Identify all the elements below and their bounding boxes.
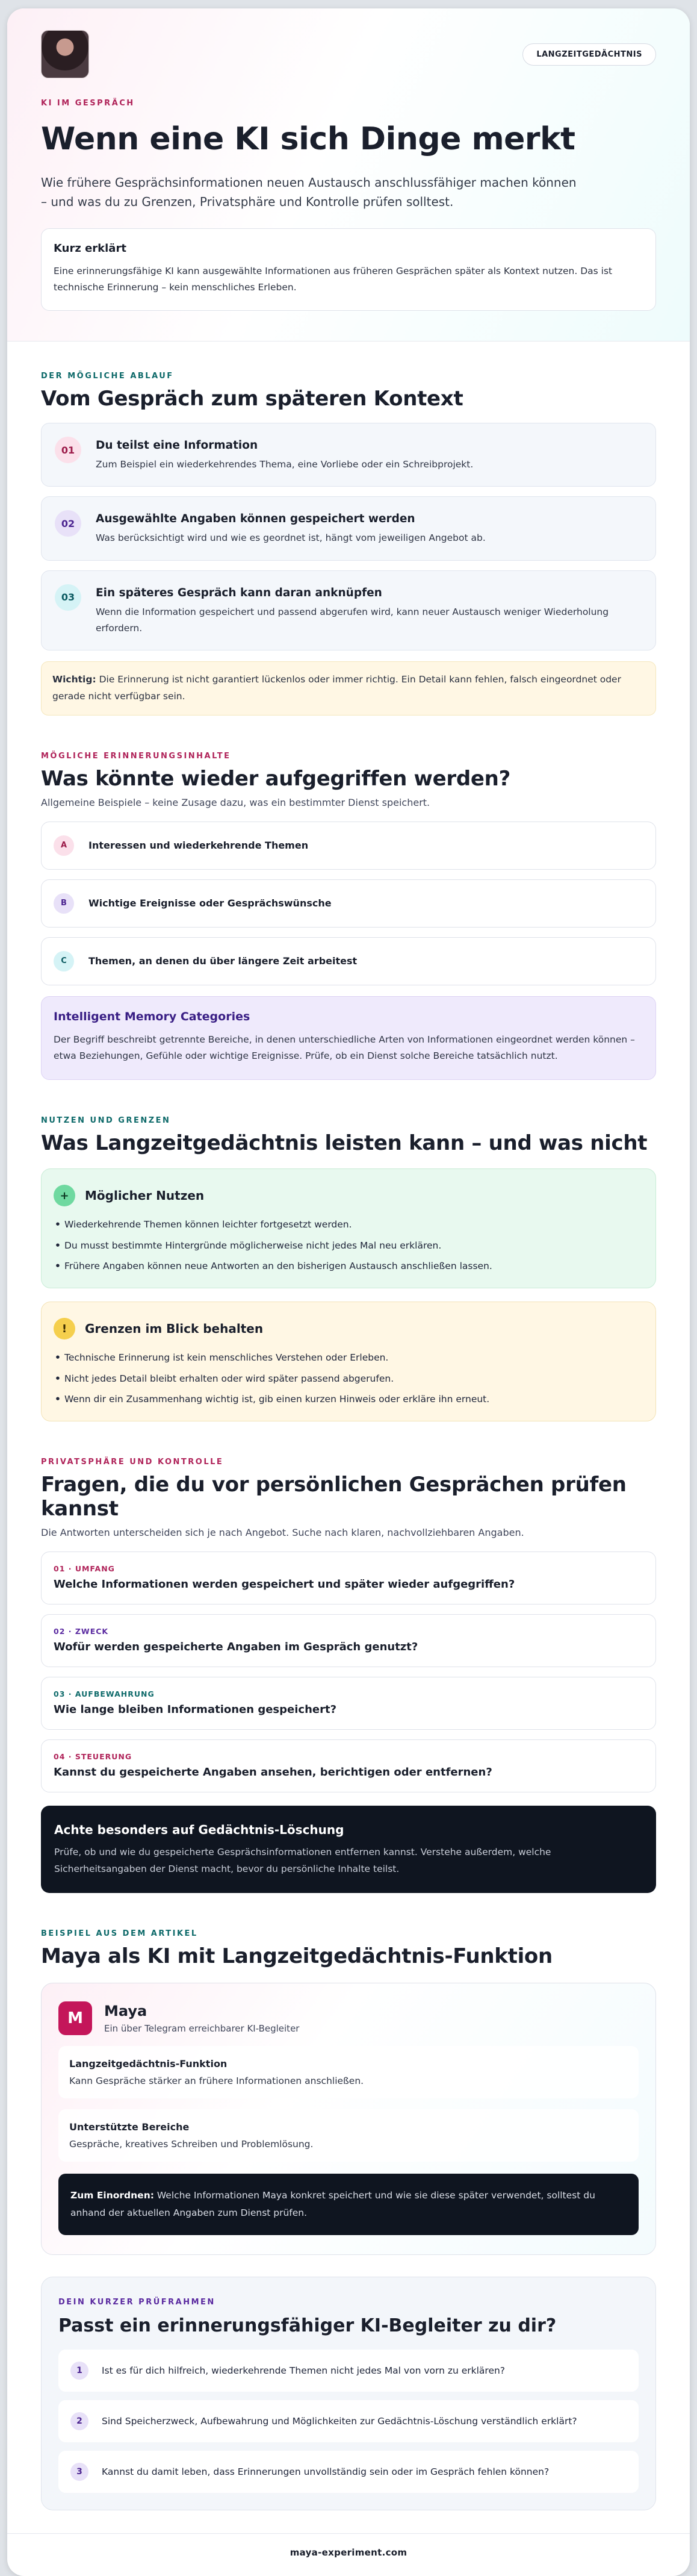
benefits-title: Möglicher Nutzen [85, 1188, 205, 1203]
hero-lead: Wie frühere Gesprächsinformationen neuen Austausch anschlussfähiger machen können – und was du zu Grenzen, Privatsphäre und Kontrolle prüfen solltest. [41, 175, 577, 209]
memory-categories-box [41, 996, 656, 1081]
check-title: Passt ein erinnerungsfähiger KI-Begleiter zu dir? [58, 2315, 557, 2336]
feature-item [58, 2046, 639, 2098]
list-item: • Du musst bestimmte Hintergründe möglicherweise nicht jedes Mal neu erklären. [54, 1238, 643, 1254]
checklist-section [41, 2277, 656, 2510]
list-item: • Wiederkehrende Themen können leichter fortgesetzt werden. [54, 1217, 643, 1233]
article-page [7, 8, 690, 2576]
maya-note-text: Welche Informationen Maya konkret speichert und wie sie diese später verwendet, solltest du anhand der aktuellen Angaben zum Dienst prüfen. [70, 2190, 595, 2219]
footer [7, 2533, 690, 2576]
deletion-title: Achte besonders auf Gedächtnis-Löschung [54, 1822, 344, 1837]
check-text: Ist es für dich hilfreich, wiederkehrende Themen nicht jedes Mal von vorn zu erklären? [102, 2365, 506, 2376]
maya-name: Maya [104, 2003, 147, 2020]
question-text: Kannst du gespeicherte Angaben ansehen, berichtigen oder entfernen? [54, 1765, 492, 1779]
list-item: • Wenn dir ein Zusammenhang wichtig ist, gib einen kurzen Hinweis oder erkläre ihn erneut. [54, 1392, 643, 1408]
question-card [41, 1614, 656, 1667]
memory-subtitle: Allgemeine Beispiele – keine Zusage dazu, was ein bestimmter Dienst speichert. [41, 796, 430, 808]
limits-eyebrow: NUTZEN UND GRENZEN [41, 1116, 171, 1126]
maya-note-label: Zum Einordnen: [70, 2190, 154, 2201]
memory-list [41, 822, 656, 985]
flow-step [41, 423, 656, 487]
privacy-title: Fragen, die du vor persönlichen Gesprächen prüfen kannst [41, 1472, 627, 1521]
memory-box-title: Intelligent Memory Categories [54, 1009, 250, 1023]
question-label: 03 · AUFBEWAHRUNG [54, 1689, 155, 1698]
benefits-panel [41, 1168, 656, 1288]
deletion-text: Prüfe, ob und wie du gespeicherte Gesprächsinformationen entfernen kannst. Verstehe außerdem, welche Sicherheitsangaben der Dienst macht, bevor du persönliche Inhalte teilst. [54, 1846, 551, 1874]
question-card [41, 1552, 656, 1605]
step-title: Ausgewählte Angaben können gespeichert werden [96, 513, 415, 526]
step-title: Ein späteres Gespräch kann daran anknüpfen [96, 586, 382, 599]
limits-panel-title: Grenzen im Blick behalten [85, 1321, 264, 1336]
maya-logo: M [58, 2001, 92, 2035]
hero-section [7, 8, 690, 341]
check-eyebrow: DEIN KURZER PRÜFRAHMEN [58, 2297, 215, 2307]
feature-text: Gespräche, kreatives Schreiben und Problemlösung. [69, 2139, 314, 2150]
summary-box [41, 228, 656, 311]
feature-item [58, 2109, 639, 2162]
limits-section [41, 1116, 656, 1421]
step-text: Wenn die Information gespeichert und passend abgerufen wird, kann neuer Austausch weniger Wiederholung erfordern. [96, 606, 609, 634]
check-item [58, 2400, 639, 2442]
avatar [41, 30, 89, 78]
check-item [58, 2350, 639, 2392]
example-title: Maya als KI mit Langzeitgedächtnis-Funktion [41, 1944, 553, 1969]
flow-title: Vom Gespräch zum späteren Kontext [41, 387, 463, 411]
step-text: Zum Beispiel ein wiederkehrendes Thema, eine Vorliebe oder ein Schreibprojekt. [96, 459, 474, 470]
question-card [41, 1677, 656, 1730]
example-eyebrow: BEISPIEL AUS DEM ARTIKEL [41, 1929, 198, 1939]
check-text: Kannst du damit leben, dass Erinnerungen unvollständig sein oder im Gespräch fehlen können? [102, 2466, 550, 2477]
list-item: • Frühere Angaben können neue Antworten an den bisherigen Austausch anschließen lassen. [54, 1259, 643, 1274]
summary-title: Kurz erklärt [54, 242, 126, 255]
question-list [41, 1552, 656, 1792]
limits-title: Was Langzeitgedächtnis leisten kann – und was nicht [41, 1131, 648, 1156]
feature-title: Langzeitgedächtnis-Funktion [69, 2058, 228, 2070]
memory-box-text: Der Begriff beschreibt getrennte Bereiche, in denen unterschiedliche Arten von Informationen eingeordnet werden können – etwa Beziehungen, Gefühle oder wichtige Ereignisse. Prüfe, ob ein Dienst solche Bereiche tatsächlich nutzt. [54, 1034, 635, 1062]
item-letter: C [54, 951, 74, 971]
item-text: Wichtige Ereignisse oder Gesprächswünsche [88, 897, 332, 909]
item-text: Themen, an denen du über längere Zeit arbeitest [88, 955, 358, 967]
privacy-section [41, 1458, 656, 1894]
question-text: Wie lange bleiben Informationen gespeichert? [54, 1703, 337, 1716]
warning-icon: ! [54, 1318, 75, 1339]
privacy-subtitle: Die Antworten unterscheiden sich je nach Angebot. Suche nach klaren, nachvollziehbaren Angaben. [41, 1526, 524, 1538]
flow-step [41, 496, 656, 560]
item-letter: A [54, 835, 74, 856]
memory-section [41, 752, 656, 1081]
step-title: Du teilst eine Information [96, 439, 258, 452]
summary-text: Eine erinnerungsfähige KI kann ausgewählte Informationen aus früheren Gesprächen später als Kontext nutzen. Das ist technische Erinnerung – kein menschliches Erleben. [54, 266, 613, 293]
check-number: 3 [70, 2463, 88, 2481]
limits-list [54, 1350, 643, 1408]
question-text: Wofür werden gespeicherte Angaben im Gespräch genutzt? [54, 1640, 418, 1653]
list-item [41, 937, 656, 985]
question-card [41, 1739, 656, 1792]
check-number: 2 [70, 2412, 88, 2430]
step-number: 01 [55, 437, 81, 463]
question-label: 02 · ZWECK [54, 1626, 109, 1636]
list-item: • Nicht jedes Detail bleibt erhalten oder wird später passend abgerufen. [54, 1371, 643, 1387]
memory-eyebrow: MÖGLICHE ERINNERUNGSINHALTE [41, 751, 231, 761]
list-item [41, 822, 656, 870]
maya-description: Ein über Telegram erreichbarer KI-Begleiter [104, 2023, 300, 2035]
page-title: Wenn eine KI sich Dinge merkt [41, 121, 575, 157]
item-letter: B [54, 893, 74, 914]
feature-text: Kann Gespräche stärker an frühere Informationen anschließen. [69, 2075, 364, 2087]
check-number: 1 [70, 2362, 88, 2380]
list-item: • Technische Erinnerung ist kein menschliches Verstehen oder Erleben. [54, 1350, 643, 1366]
check-text: Sind Speicherzweck, Aufbewahrung und Möglichkeiten zur Gedächtnis-Löschung verständlich erklärt? [102, 2415, 577, 2427]
limits-panel [41, 1302, 656, 1421]
flow-eyebrow: DER MÖGLICHE ABLAUF [41, 372, 174, 381]
flow-note-label: Wichtig: [52, 673, 96, 685]
topic-badge: LANGZEITGEDÄCHTNIS [522, 43, 656, 66]
step-number: 02 [55, 510, 81, 537]
maya-card [41, 1983, 656, 2254]
maya-note [58, 2174, 639, 2235]
privacy-eyebrow: PRIVATSPHÄRE UND KONTROLLE [41, 1457, 224, 1467]
flow-section [41, 372, 656, 715]
memory-title: Was könnte wieder aufgegriffen werden? [41, 766, 510, 791]
flow-note-text: Die Erinnerung ist nicht garantiert lückenlos oder immer richtig. Ein Detail kann fehlen, falsch eingeordnet oder gerade nicht verfügbar sein. [52, 673, 621, 702]
list-item [41, 879, 656, 928]
check-list [58, 2350, 639, 2493]
question-text: Welche Informationen werden gespeichert und später wieder aufgegriffen? [54, 1577, 515, 1591]
question-label: 01 · UMFANG [54, 1564, 115, 1573]
main-content [7, 341, 690, 2533]
item-text: Interessen und wiederkehrende Themen [88, 840, 309, 852]
check-item [58, 2451, 639, 2493]
deletion-callout [41, 1806, 656, 1894]
feature-title: Unterstützte Bereiche [69, 2121, 190, 2133]
flow-note [41, 661, 656, 716]
flow-step [41, 570, 656, 650]
example-section [41, 1929, 656, 2254]
flow-steps [41, 423, 656, 650]
benefits-list [54, 1217, 643, 1274]
question-label: 04 · STEUERUNG [54, 1751, 132, 1761]
step-number: 03 [55, 584, 81, 611]
step-text: Was berücksichtigt wird und wie es geordnet ist, hängt vom jeweiligen Angebot ab. [96, 532, 486, 544]
hero-eyebrow: KI IM GESPRÄCH [41, 99, 135, 108]
plus-icon: + [54, 1185, 75, 1206]
footer-link[interactable]: maya-experiment.com [290, 2546, 407, 2558]
